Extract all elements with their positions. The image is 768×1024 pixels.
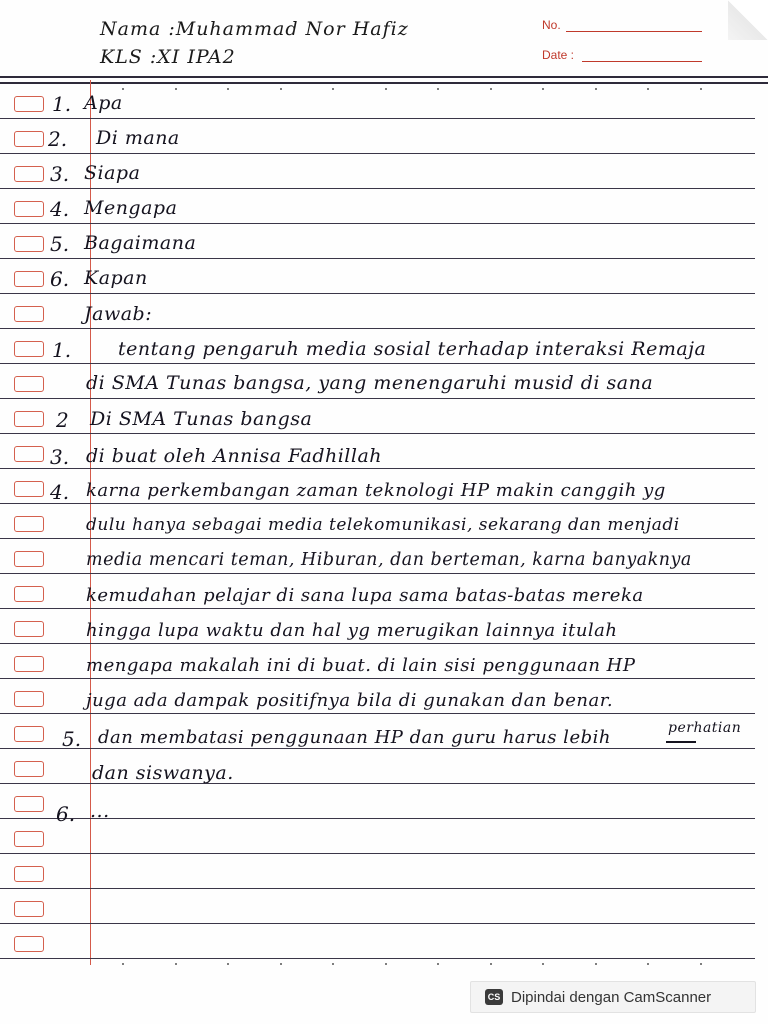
- ruled-line: [0, 923, 755, 924]
- ruled-line: [0, 153, 755, 154]
- question-text: Di mana: [96, 127, 180, 149]
- ruled-line: [0, 608, 755, 609]
- answer-text: di buat oleh Annisa Fadhillah: [86, 445, 383, 467]
- ruling-dot: [175, 963, 177, 965]
- answer-heading: Jawab:: [84, 303, 153, 325]
- answer-text: Di SMA Tunas bangsa: [90, 408, 313, 430]
- ruled-line: [0, 433, 755, 434]
- question-number: 1.: [52, 92, 72, 116]
- ruled-line: [0, 503, 755, 504]
- answer-text: dan siswanya.: [92, 762, 234, 784]
- ruling-dot: [595, 88, 597, 90]
- ruled-line: [0, 748, 755, 749]
- ruling-dot: [595, 963, 597, 965]
- ruling-dot: [227, 963, 229, 965]
- answer-text: di SMA Tunas bangsa, yang menengaruhi musid di sana: [86, 372, 654, 394]
- margin-checkbox[interactable]: [14, 306, 44, 322]
- ruled-line: [0, 398, 755, 399]
- ruling-dot: [437, 88, 439, 90]
- ruled-line: [0, 958, 755, 959]
- ruling-dot: [700, 963, 702, 965]
- ruling-dot: [332, 963, 334, 965]
- question-text: Apa: [84, 92, 123, 114]
- margin-checkbox[interactable]: [14, 726, 44, 742]
- ruled-line: [0, 223, 755, 224]
- answer-number: 3.: [50, 445, 70, 469]
- answer-number: 6.: [56, 802, 76, 826]
- ruling-dot: [280, 963, 282, 965]
- ruling-dot: [332, 88, 334, 90]
- ruling-dot: [490, 963, 492, 965]
- margin-checkbox[interactable]: [14, 516, 44, 532]
- margin-checkbox[interactable]: [14, 901, 44, 917]
- student-class-line: KLS :XI IPA2: [100, 46, 236, 68]
- ruling-dot: [700, 88, 702, 90]
- question-text: Mengapa: [84, 197, 178, 219]
- ruling-dot: [647, 88, 649, 90]
- margin-checkbox[interactable]: [14, 481, 44, 497]
- camscanner-logo-icon: CS: [485, 989, 503, 1005]
- answer-text: dan membatasi penggunaan HP dan guru harus lebih: [98, 727, 611, 748]
- answer-text: karna perkembangan zaman teknologi HP makin canggih yg: [86, 480, 666, 501]
- question-text: Siapa: [84, 162, 141, 184]
- ruled-line: [0, 468, 755, 469]
- no-underline: [566, 31, 702, 32]
- answer-number: 5.: [62, 727, 82, 751]
- crossed-out-mark: [666, 741, 696, 743]
- margin-checkbox[interactable]: [14, 621, 44, 637]
- margin-checkbox[interactable]: [14, 866, 44, 882]
- camscanner-watermark: [470, 981, 756, 1013]
- answer-insertion: perhatian: [668, 720, 742, 736]
- answer-text: ...: [90, 800, 110, 822]
- question-number: 3.: [50, 162, 70, 186]
- answer-text: tentang pengaruh media sosial terhadap interaksi Remaja: [118, 338, 707, 360]
- answer-text: mengapa makalah ini di buat. di lain sisi penggunaan HP: [86, 655, 636, 676]
- margin-checkbox[interactable]: [14, 376, 44, 392]
- ruled-line: [0, 118, 755, 119]
- question-number: 2.: [48, 127, 68, 151]
- ruled-line: [0, 678, 755, 679]
- ruling-dot: [280, 88, 282, 90]
- question-number: 5.: [50, 232, 70, 256]
- answer-number: 4.: [50, 480, 70, 504]
- margin-checkbox[interactable]: [14, 236, 44, 252]
- ruling-dot: [227, 88, 229, 90]
- margin-checkbox[interactable]: [14, 201, 44, 217]
- answer-text: hingga lupa waktu dan hal yg merugikan lainnya itulah: [86, 620, 618, 641]
- answer-text: media mencari teman, Hiburan, dan berteman, karna banyaknya: [86, 550, 692, 570]
- camscanner-label: Dipindai dengan CamScanner: [511, 988, 712, 1006]
- margin-checkbox[interactable]: [14, 96, 44, 112]
- ruling-dot: [647, 963, 649, 965]
- question-text: Bagaimana: [84, 232, 197, 254]
- margin-checkbox[interactable]: [14, 411, 44, 427]
- margin-checkbox[interactable]: [14, 551, 44, 567]
- page-corner-fold: [728, 0, 768, 40]
- top-rule-1: [0, 76, 768, 78]
- answer-text: dulu hanya sebagai media telekomunikasi, sekarang dan menjadi: [86, 515, 680, 535]
- margin-checkbox[interactable]: [14, 691, 44, 707]
- ruling-dot: [385, 963, 387, 965]
- ruled-line: [0, 328, 755, 329]
- answer-text: juga ada dampak positifnya bila di gunakan dan benar.: [86, 690, 614, 711]
- question-text: Kapan: [84, 267, 148, 289]
- ruled-line: [0, 188, 755, 189]
- ruled-line: [0, 363, 755, 364]
- ruling-dot: [385, 88, 387, 90]
- ruled-line: [0, 818, 755, 819]
- date-underline: [582, 61, 702, 62]
- ruled-line: [0, 853, 755, 854]
- date-label: Date :: [542, 48, 575, 62]
- margin-checkbox[interactable]: [14, 796, 44, 812]
- margin-checkbox[interactable]: [14, 831, 44, 847]
- ruled-line: [0, 538, 755, 539]
- ruled-line: [0, 258, 755, 259]
- ruling-dot: [122, 963, 124, 965]
- question-number: 4.: [50, 197, 70, 221]
- ruled-line: [0, 888, 755, 889]
- margin-checkbox[interactable]: [14, 446, 44, 462]
- ruling-dot: [490, 88, 492, 90]
- margin-checkbox[interactable]: [14, 166, 44, 182]
- top-rule-2: [0, 82, 768, 84]
- ruled-line: [0, 573, 755, 574]
- ruling-dot: [542, 88, 544, 90]
- ruling-dot: [542, 963, 544, 965]
- no-label: No.: [542, 18, 561, 32]
- ruled-line: [0, 293, 755, 294]
- answer-text: kemudahan pelajar di sana lupa sama batas-batas mereka: [86, 585, 644, 606]
- answer-number: 1.: [52, 338, 72, 362]
- question-number: 6.: [50, 267, 70, 291]
- margin-checkbox[interactable]: [14, 761, 44, 777]
- margin-checkbox[interactable]: [14, 271, 44, 287]
- ruling-dot: [175, 88, 177, 90]
- ruling-dot: [437, 963, 439, 965]
- margin-checkbox[interactable]: [14, 656, 44, 672]
- answer-number: 2: [56, 408, 69, 432]
- margin-checkbox[interactable]: [14, 131, 44, 147]
- margin-checkbox[interactable]: [14, 586, 44, 602]
- margin-checkbox[interactable]: [14, 936, 44, 952]
- margin-checkbox[interactable]: [14, 341, 44, 357]
- ruling-dot: [122, 88, 124, 90]
- ruled-line: [0, 713, 755, 714]
- student-name-line: Nama :Muhammad Nor Hafiz: [100, 18, 409, 40]
- ruled-line: [0, 643, 755, 644]
